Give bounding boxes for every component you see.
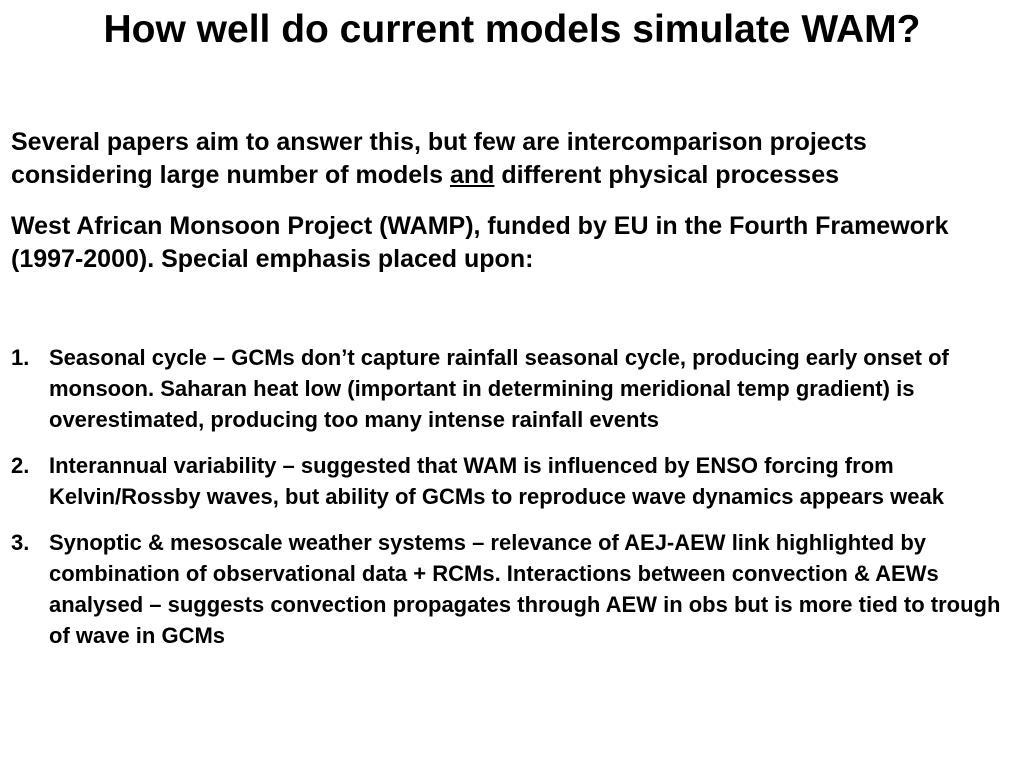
underlined-word: and	[449, 161, 495, 189]
slide-title: How well do current models simulate WAM?	[103, 8, 921, 51]
list-item-number: 3.	[11, 530, 30, 555]
emphasis-list	[11, 342, 1016, 666]
list-item-text: Interannual variability – suggested that WAM is influenced by ENSO forcing from Kelvin/Rossby waves, but ability of GCMs to reproduce wave dynamics appears weak	[49, 453, 944, 509]
list-item-text: Seasonal cycle – GCMs don’t capture rainfall seasonal cycle, producing early onset of monsoon. Saharan heat low (important in determining meridional temp gradient) is overestimated, producing too many intense rainfall events	[49, 345, 949, 432]
list-item	[11, 450, 1016, 512]
project-paragraph: West African Monsoon Project (WAMP), funded by EU in the Fourth Framework (1997-2000). Special emphasis placed upon:	[11, 212, 949, 273]
list-item	[11, 527, 1016, 651]
intro-text-start: Several papers aim to answer this, but few are intercomparison projects considering large number of models	[11, 128, 867, 189]
intro-text-end: different physical processes	[494, 161, 840, 189]
list-item-number: 1.	[11, 345, 30, 370]
list-item-number: 2.	[11, 453, 30, 478]
list-item	[11, 342, 1016, 435]
list-item-text: Synoptic & mesoscale weather systems – relevance of AEJ-AEW link highlighted by combination of observational data + RCMs. Interactions between convection & AEWs analysed – suggests convection propagates through AEW in obs but is more tied to trough of wave in GCMs	[49, 530, 1001, 648]
intro-paragraph	[11, 126, 1011, 192]
